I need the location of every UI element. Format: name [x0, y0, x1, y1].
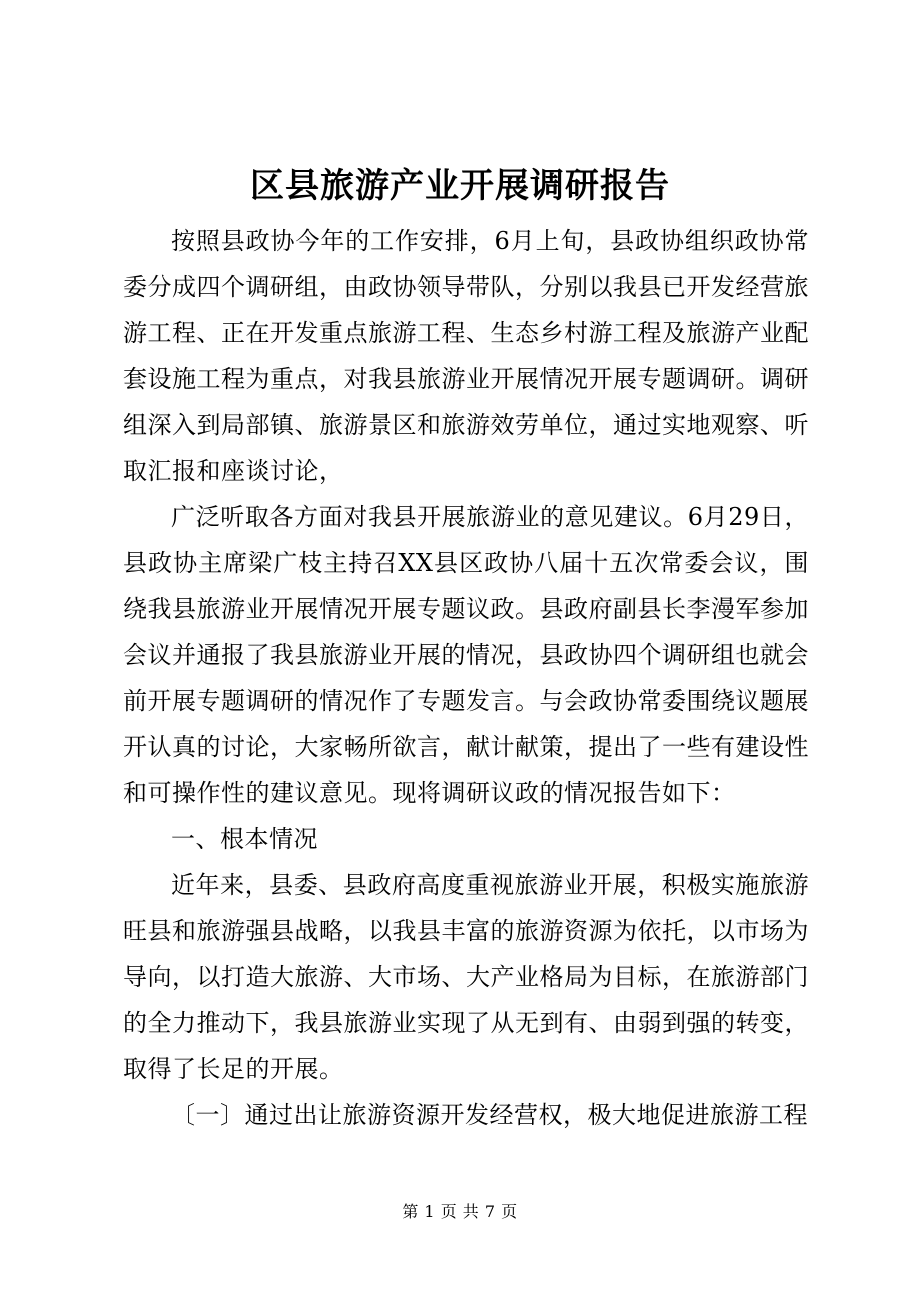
subsection-heading: 〔一〕通过出让旅游资源开发经营权，极大地促进旅游工程: [171, 1101, 808, 1129]
section-heading: 一、根本情况: [171, 825, 318, 853]
section-paragraph: 近年来，县委、县政府高度重视旅游业开展，积极实施旅游旺县和旅游强县战略，以我县丰富的旅游资源为依托，以市场为导向，以打造大旅游、大市场、大产业格局为目标，在旅游部门的全力推动下，我县旅游业实现了从无到有、由弱到强的转变，取得了长足的开展。: [123, 871, 809, 1083]
intro-paragraph-1: 按照县政协今年的工作安排，6月上旬，县政协组织政协常委分成四个调研组，由政协领导带队，分别以我县已开发经营旅游工程、正在开发重点旅游工程、生态乡村游工程及旅游产业配套设施工程为重点，对我县旅游业开展情况开展专题调研。调研组深入到局部镇、旅游景区和旅游效劳单位，通过实地观察、听取汇报和座谈讨论，: [123, 227, 809, 485]
page-footer: 第 1 页 共 7 页: [402, 1202, 518, 1221]
document-body: [123, 218, 809, 1138]
document-title: 区县旅游产业开展调研报告: [250, 166, 670, 206]
intro-paragraph-2: 广泛听取各方面对我县开展旅游业的意见建议。6月29日，县政协主席梁广枝主持召XX县区政协八届十五次常委会议，围绕我县旅游业开展情况开展专题议政。县政府副县长李漫军参加会议并通报了我县旅游业开展的情况，县政协四个调研组也就会前开展专题调研的情况作了专题发言。与会政协常委围绕议题展开认真的讨论，大家畅所欲言，献计献策，提出了一些有建设性和可操作性的建议意见。现将调研议政的情况报告如下：: [123, 503, 809, 807]
